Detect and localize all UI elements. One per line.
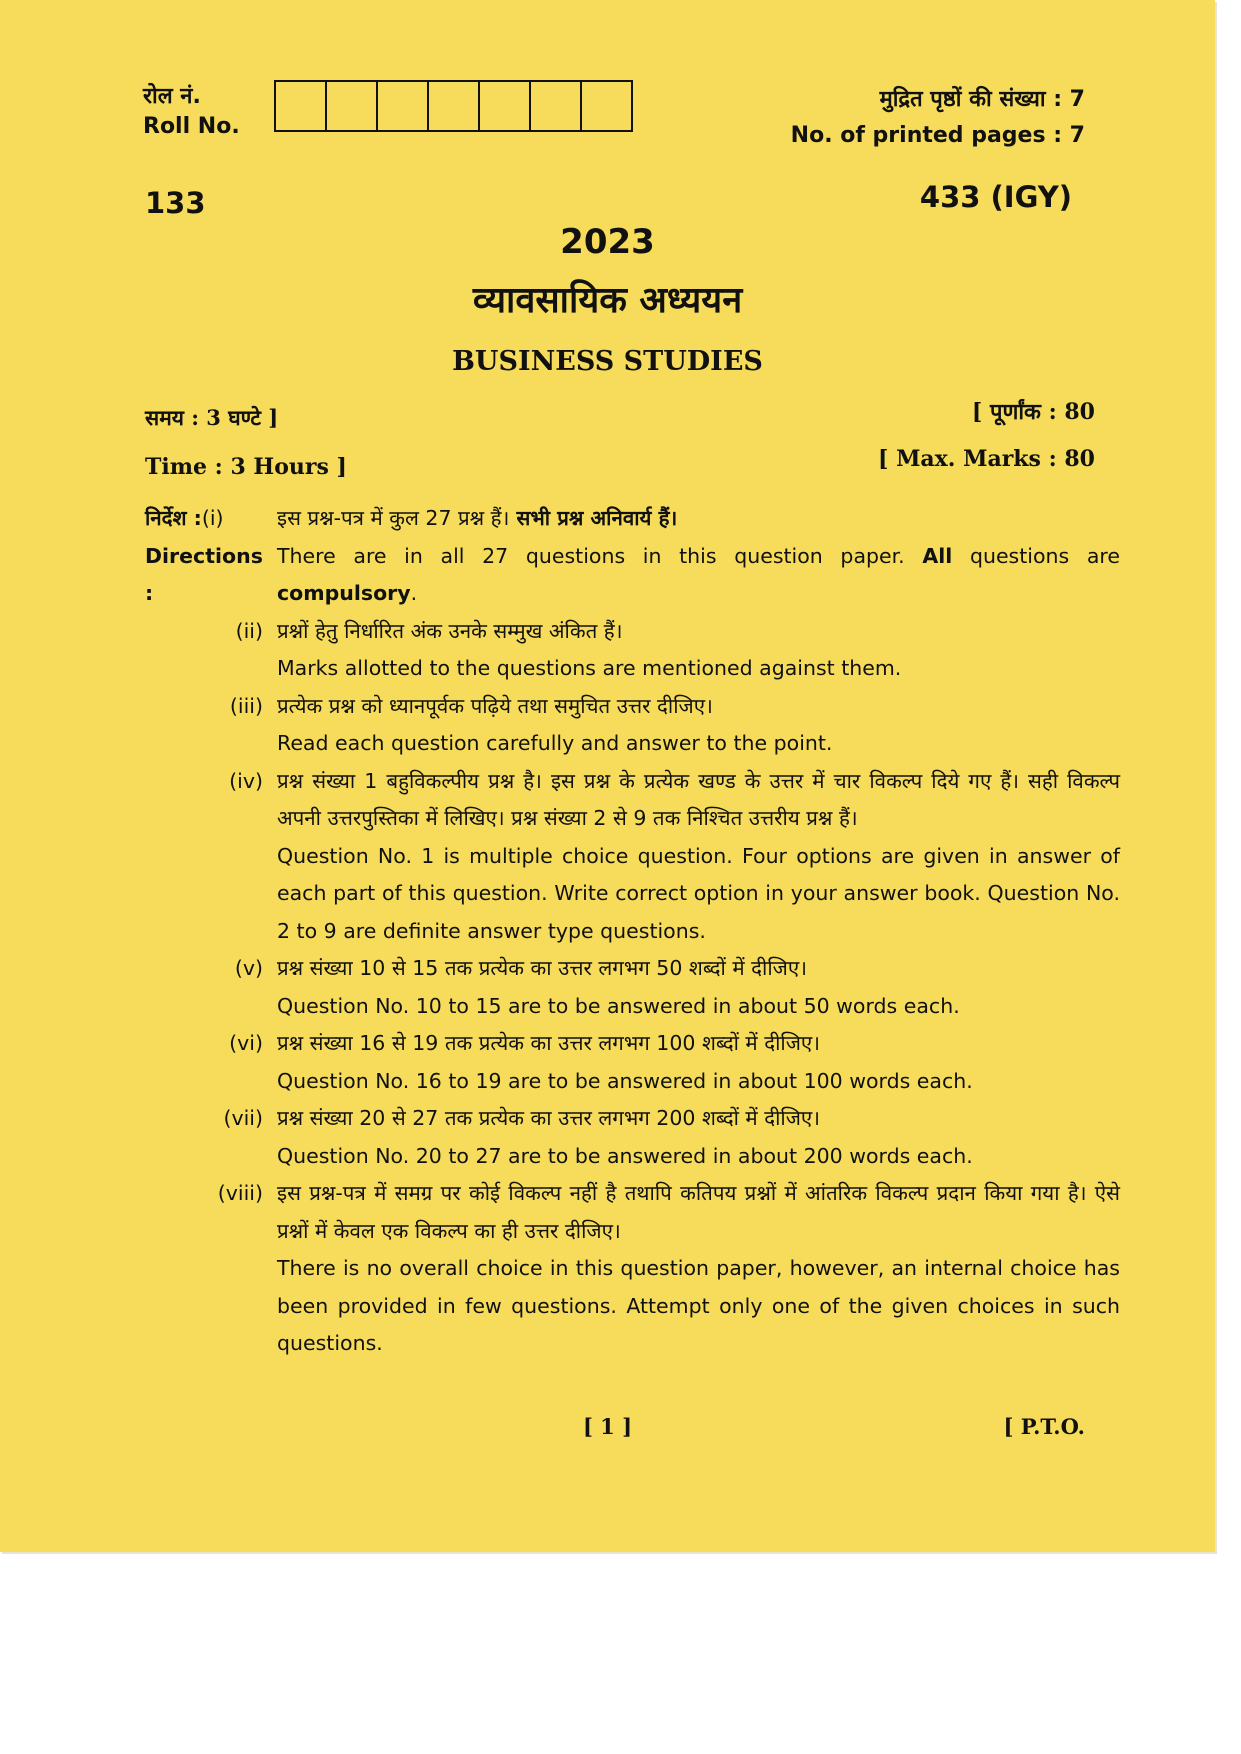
direction-text-hindi: प्रश्न संख्या 16 से 19 तक प्रत्येक का उत्तर लगभग 100 शब्दों में दीजिए। — [277, 1031, 821, 1055]
directions-section — [145, 500, 1120, 1363]
direction-number: (iii) — [229, 693, 263, 718]
subject-title-hindi: व्यावसायिक अध्ययन — [472, 280, 743, 321]
direction-text-english: Question No. 20 to 27 are to be answered in about 200 words each. — [277, 1143, 973, 1168]
directions-label-hindi: निर्देश :(i) — [145, 506, 224, 530]
direction-item — [145, 1175, 1120, 1363]
direction-item — [145, 613, 1120, 688]
direction-number: (viii) — [217, 1181, 263, 1205]
paper-code-right: 433 (IGY) — [919, 180, 1072, 214]
direction-number: (iv) — [229, 768, 263, 793]
max-marks-english: [ Max. Marks : 80 — [878, 446, 1095, 472]
direction-text-hindi: प्रत्येक प्रश्न को ध्यानपूर्वक पढ़िये तथा समुचित उत्तर दीजिए। — [277, 693, 713, 718]
roll-box[interactable] — [429, 82, 480, 130]
roll-box[interactable] — [531, 82, 582, 130]
direction-text-hindi: प्रश्न संख्या 10 से 15 तक प्रत्येक का उत्तर लगभग 50 शब्दों में दीजिए। — [277, 956, 807, 980]
direction-item — [145, 500, 1120, 538]
printed-pages-english: No. of printed pages : 7 — [790, 123, 1085, 148]
direction-text-english: Read each question carefully and answer to the point. — [277, 731, 833, 755]
direction-text-hindi: प्रश्न संख्या 1 बहुविकल्पीय प्रश्न है। इस प्रश्न के प्रत्येक खण्ड के उत्तर में चार विकल्प दिये गए हैं। सही विकल्प अपनी उत्तरपुस्तिका में लिखिए। प्रश्न संख्या 2 से 9 तक निश्चित उत्तरीय प्रश्न हैं। — [277, 768, 1120, 830]
printed-pages-count — [791, 82, 1085, 154]
direction-number: (vii) — [223, 1106, 263, 1130]
direction-item — [145, 950, 1120, 1025]
roll-box[interactable] — [276, 82, 327, 130]
exam-year: 2023 — [560, 222, 655, 262]
time-hindi: समय : 3 घण्टे ] — [145, 405, 279, 430]
direction-item — [145, 538, 1120, 613]
direction-item — [145, 1100, 1120, 1175]
paper-code-left: 133 — [145, 186, 206, 220]
roll-number-boxes[interactable] — [274, 80, 633, 132]
max-marks-hindi: [ पूर्णांक : 80 — [971, 399, 1095, 425]
direction-text-hindi: इस प्रश्न-पत्र में समग्र पर कोई विकल्प नहीं है तथापि कतिपय प्रश्नों में आंतरिक विकल्प प्रदान किया गया है। ऐसे प्रश्नों में केवल एक विकल्प का ही उत्तर दीजिए। — [277, 1181, 1120, 1243]
direction-text-hindi: इस प्रश्न-पत्र में कुल 27 प्रश्न हैं। सभी प्रश्न अनिवार्य हैं। — [277, 506, 678, 530]
roll-box[interactable] — [582, 82, 631, 130]
roll-label-hindi: रोल नं. — [143, 84, 201, 109]
roll-label-english: Roll No. — [143, 114, 240, 139]
direction-item — [145, 763, 1120, 951]
roll-box[interactable] — [480, 82, 531, 130]
roll-box[interactable] — [327, 82, 378, 130]
direction-text-english: Question No. 1 is multiple choice question. Four options are given in answer of each part of this question. Write correct option in your answer book. Question No. 2 to 9 are definite answer type questions. — [277, 843, 1120, 943]
direction-text-hindi: प्रश्नों हेतु निर्धारित अंक उनके सम्मुख अंकित हैं। — [277, 618, 623, 643]
directions-label-english: Directions : — [145, 543, 263, 605]
time-english: Time : 3 Hours ] — [145, 454, 347, 480]
direction-number: (ii) — [235, 618, 263, 643]
direction-number: (v) — [234, 956, 263, 980]
subject-title-english: BUSINESS STUDIES — [452, 346, 763, 377]
direction-item — [145, 688, 1120, 763]
printed-pages-hindi: मुद्रित पृष्ठों की संख्या : 7 — [879, 87, 1085, 112]
direction-number: (vi) — [229, 1031, 263, 1055]
pto-note: [ P.T.O. — [1003, 1414, 1085, 1439]
direction-text-hindi: प्रश्न संख्या 20 से 27 तक प्रत्येक का उत्तर लगभग 200 शब्दों में दीजिए। — [277, 1106, 821, 1130]
page-number: [ 1 ] — [582, 1414, 633, 1439]
direction-text-english: There is no overall choice in this question paper, however, an internal choice has been provided in few questions. Attempt only one of the given choices in such questions. — [277, 1256, 1120, 1355]
direction-item — [145, 1025, 1120, 1100]
direction-text-english: Question No. 16 to 19 are to be answered in about 100 words each. — [277, 1068, 973, 1093]
roll-box[interactable] — [378, 82, 429, 130]
roll-number-label — [143, 82, 240, 142]
direction-text-english: There are in all 27 questions in this question paper. All questions are compulsory. — [277, 543, 1120, 605]
direction-text-english: Question No. 10 to 15 are to be answered in about 50 words each. — [277, 993, 960, 1018]
direction-text-english: Marks allotted to the questions are mentioned against them. — [277, 656, 902, 680]
